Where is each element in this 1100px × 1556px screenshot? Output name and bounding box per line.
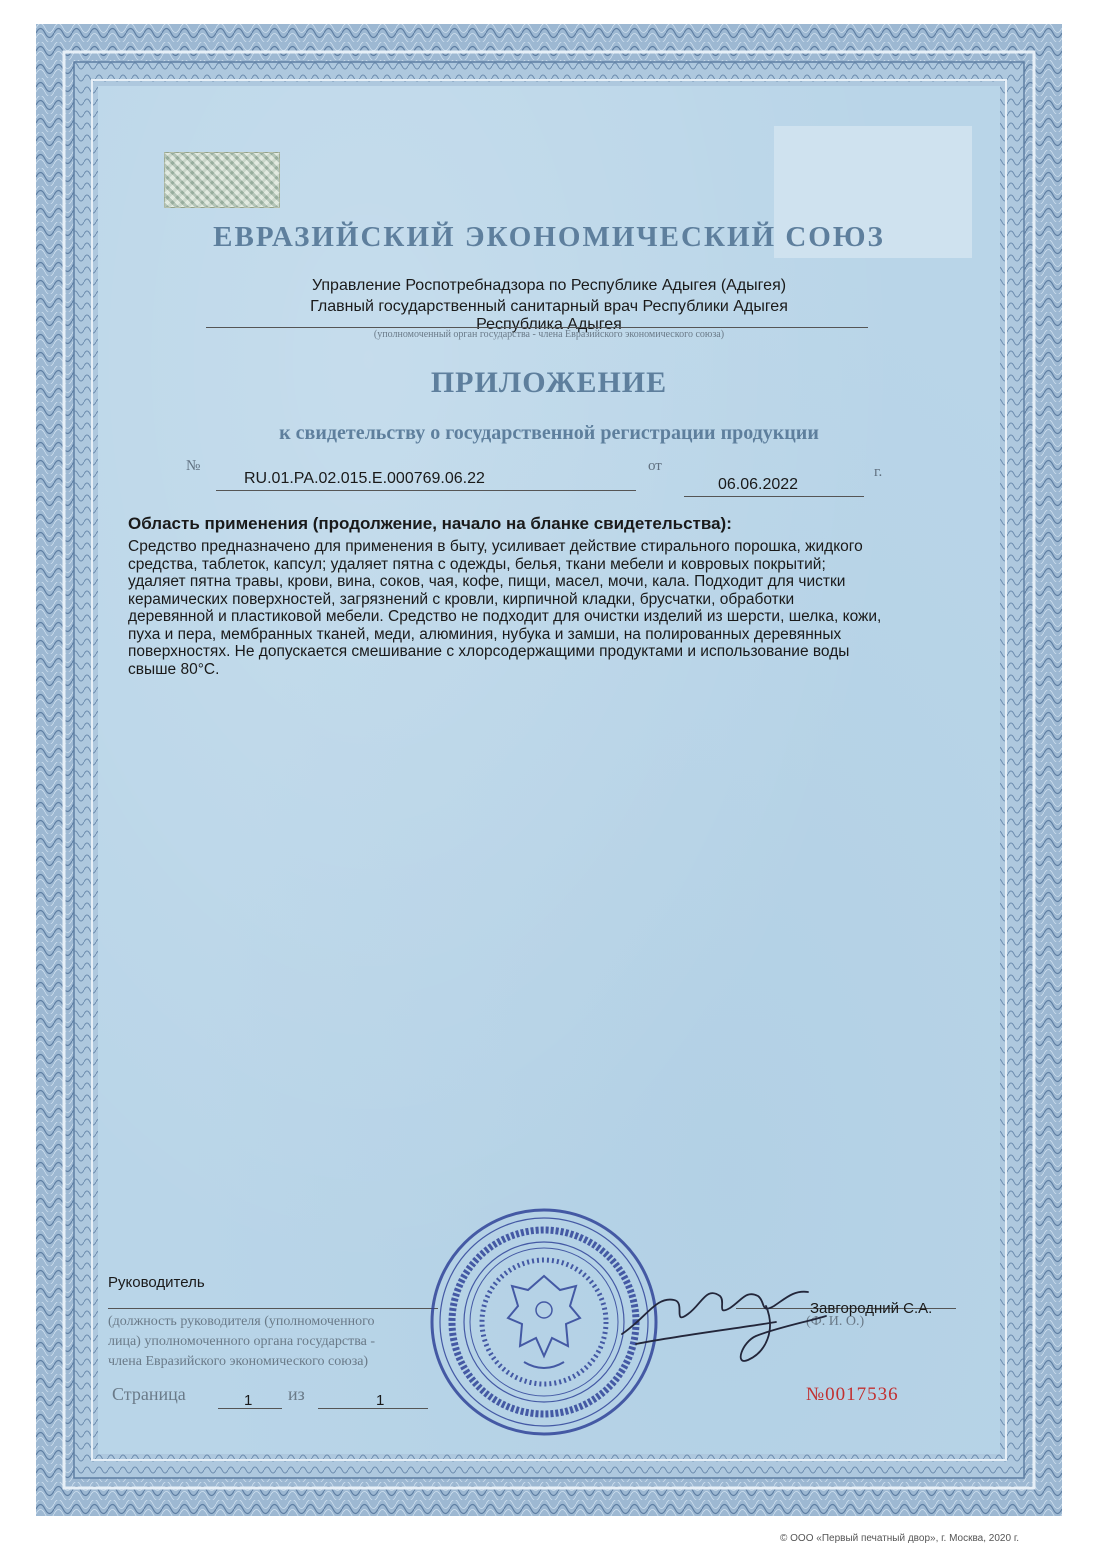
scope-line: свыше 80°C.: [128, 660, 220, 678]
date-underline: [684, 496, 864, 497]
org-caption: (уполномоченный орган государства - члена Евразийского экономического союза): [373, 329, 725, 340]
position-caption-2: лица) уполномоченного органа государства -: [108, 1334, 376, 1349]
page-total: 1: [376, 1392, 385, 1409]
scope-line: пуха и пера, мембранных тканей, меди, алюминия, нубука и замши, на полированных деревянных: [128, 625, 842, 643]
scope-line: Средство предназначено для применения в быту, усиливает действие стирального порошка, жидкого: [128, 538, 863, 555]
scope-line: средства, таблеток, капсул; удаляет пятна с одежды, белья, ткани мебели и ковровых покрытий;: [128, 555, 826, 573]
page-label: Страница: [112, 1384, 186, 1404]
certificate-sheet: [36, 24, 1062, 1516]
position-caption-1: (должность руководителя (уполномоченного: [108, 1314, 375, 1329]
scope-text: [128, 538, 958, 678]
date-label: от: [648, 458, 662, 474]
scope-line: удаляет пятна травы, крови, вина, соков, чая, кофе, пищи, масел, мочи, кала. Подходит для чистки: [128, 573, 846, 590]
position-caption-3: члена Евразийского экономического союза): [108, 1354, 369, 1369]
year-suffix: г.: [874, 464, 883, 480]
name-caption: (Ф. И. О.): [806, 1314, 865, 1329]
page-current: 1: [244, 1392, 253, 1409]
position-underline: [108, 1308, 438, 1309]
registration-date: 06.06.2022: [718, 476, 799, 493]
page-total-underline: [318, 1408, 428, 1409]
handwritten-signature: [616, 1256, 836, 1376]
scope-line: деревянной и пластиковой мебели. Средство не подходит для очистки изделий из шерсти, шелка, кожи,: [128, 608, 882, 625]
union-title: ЕВРАЗИЙСКИЙ ЭКОНОМИЧЕСКИЙ СОЮЗ: [213, 221, 885, 253]
form-number: №0017536: [806, 1384, 899, 1405]
number-label: №: [186, 458, 201, 474]
org-line-2: Главный государственный санитарный врач Республики Адыгея: [310, 298, 788, 315]
page-of-label: из: [288, 1384, 305, 1404]
hologram-icon: [164, 152, 280, 208]
registration-number: RU.01.РА.02.015.Е.000769.06.22: [244, 470, 485, 487]
signatory-name: Завгородний С.А.: [810, 1300, 933, 1317]
scope-line: керамических поверхностей, загрязнений с кровли, кирпичной кладки, брусчатки, обработки: [128, 590, 795, 608]
scope-line: поверхностях. Не допускается смешивание с хлорсодержащими продуктами и использование воды: [128, 643, 850, 660]
org-line-3: Республика Адыгея: [476, 316, 622, 333]
number-underline: [216, 490, 636, 491]
scope-heading: Область применения (продолжение, начало на бланке свидетельства):: [128, 514, 732, 533]
org-underline: [206, 327, 868, 328]
page-title: ПРИЛОЖЕНИЕ: [430, 366, 668, 399]
head-label: Руководитель: [108, 1274, 205, 1291]
org-line-1: Управление Роспотребнадзора по Республике Адыгея (Адыгея): [311, 277, 787, 294]
page-subtitle: к свидетельству о государственной регистрации продукции: [279, 422, 819, 444]
copyright-note: © ООО «Первый печатный двор», г. Москва, 2020 г.: [780, 1533, 1020, 1544]
page-current-underline: [218, 1408, 282, 1409]
